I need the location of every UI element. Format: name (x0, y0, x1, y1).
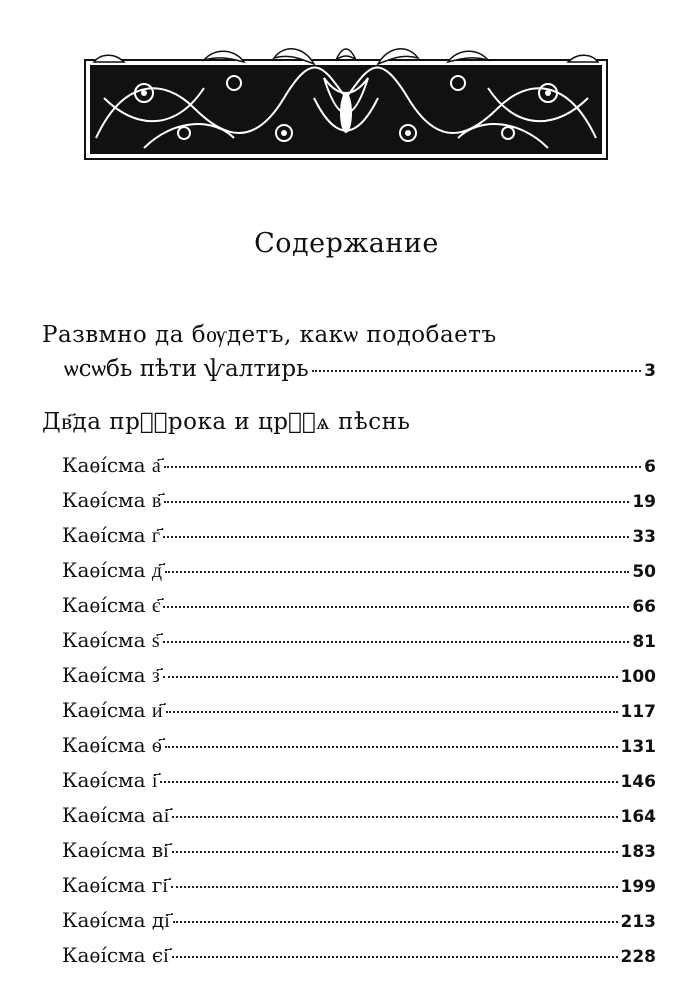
dot-leader (165, 571, 629, 573)
dot-leader (164, 501, 629, 503)
ornamental-headpiece-icon (84, 38, 608, 160)
dot-leader (163, 536, 629, 538)
intro-entry-line1: Развмно да бѹдетъ, какѡ подобаетъ (42, 322, 497, 348)
page-number: 228 (620, 947, 656, 967)
page-number: 66 (632, 597, 656, 617)
toc-entry-kathisma[interactable] (62, 558, 656, 583)
toc-entry-kathisma[interactable] (62, 698, 656, 723)
toc-entry-kathisma[interactable] (62, 733, 656, 758)
page-number: 50 (632, 562, 656, 582)
dot-leader (173, 921, 618, 923)
section-title: Дв҃да прⷪ҇рока и црⷭ҇ѧ пѣснь (42, 409, 411, 435)
page-number: 117 (620, 702, 656, 722)
dot-leader (171, 886, 618, 888)
toc-entry-kathisma[interactable] (62, 628, 656, 653)
entry-label: Каѳі́сма г҃ (62, 523, 161, 547)
entry-label: Каѳі́сма а҃ (62, 453, 161, 477)
entry-label: Каѳі́сма з҃ (62, 663, 160, 687)
toc-entry-kathisma[interactable] (62, 873, 656, 898)
page-title: Содержание (254, 228, 439, 259)
page-number: 6 (644, 457, 656, 477)
page-number: 213 (620, 912, 656, 932)
toc-entry-kathisma[interactable] (62, 593, 656, 618)
page-number: 183 (620, 842, 656, 862)
entry-label: Каѳі́сма аі҃ (62, 803, 170, 827)
page-number: 3 (644, 361, 656, 381)
toc-entry-kathisma[interactable] (62, 523, 656, 548)
toc-entry-kathisma[interactable] (62, 803, 656, 828)
dot-leader (172, 816, 617, 818)
page-number: 19 (632, 492, 656, 512)
dot-leader (172, 956, 618, 958)
entry-label: Каѳі́сма д҃ (62, 558, 163, 582)
dot-leader (163, 606, 629, 608)
toc-entry-kathisma[interactable] (62, 453, 656, 478)
dot-leader (163, 641, 630, 643)
page-number: 146 (620, 772, 656, 792)
entry-label: Каѳі́сма є҃ (62, 593, 161, 617)
entry-label: Каѳі́сма ѳ҃ (62, 733, 162, 757)
toc-entry-kathisma[interactable] (62, 663, 656, 688)
page-number: 33 (632, 527, 656, 547)
entry-label: Каѳі́сма гі҃ (62, 873, 168, 897)
dot-leader (160, 781, 617, 783)
dot-leader (165, 746, 618, 748)
dot-leader (163, 676, 618, 678)
entry-label: Каѳі́сма ѕ҃ (62, 628, 160, 652)
toc-entry-kathisma[interactable] (62, 908, 656, 933)
dot-leader (166, 711, 618, 713)
entry-label: Каѳі́сма ві҃ (62, 838, 169, 862)
dot-leader (164, 466, 641, 468)
intro-entry-line2: ѡсѡбь пѣти ѱалтирь (64, 356, 309, 382)
entry-label: Каѳі́сма ді҃ (62, 908, 170, 932)
toc-entry-kathisma[interactable] (62, 768, 656, 793)
page-number: 131 (620, 737, 656, 757)
dot-leader (312, 370, 642, 372)
entry-label: Каѳі́сма в҃ (62, 488, 162, 512)
toc-entry-kathisma[interactable] (62, 488, 656, 513)
page-number: 164 (620, 807, 656, 827)
toc-entry-intro[interactable] (64, 356, 656, 382)
page-number: 81 (632, 632, 656, 652)
toc-entry-kathisma[interactable] (62, 943, 656, 968)
page-number: 199 (620, 877, 656, 897)
toc-entry-kathisma[interactable] (62, 838, 656, 863)
page-number: 100 (620, 667, 656, 687)
entry-label: Каѳі́сма и҃ (62, 698, 163, 722)
dot-leader (172, 851, 618, 853)
entry-label: Каѳі́сма і҃ (62, 768, 158, 792)
entry-label: Каѳі́сма єі҃ (62, 943, 169, 967)
